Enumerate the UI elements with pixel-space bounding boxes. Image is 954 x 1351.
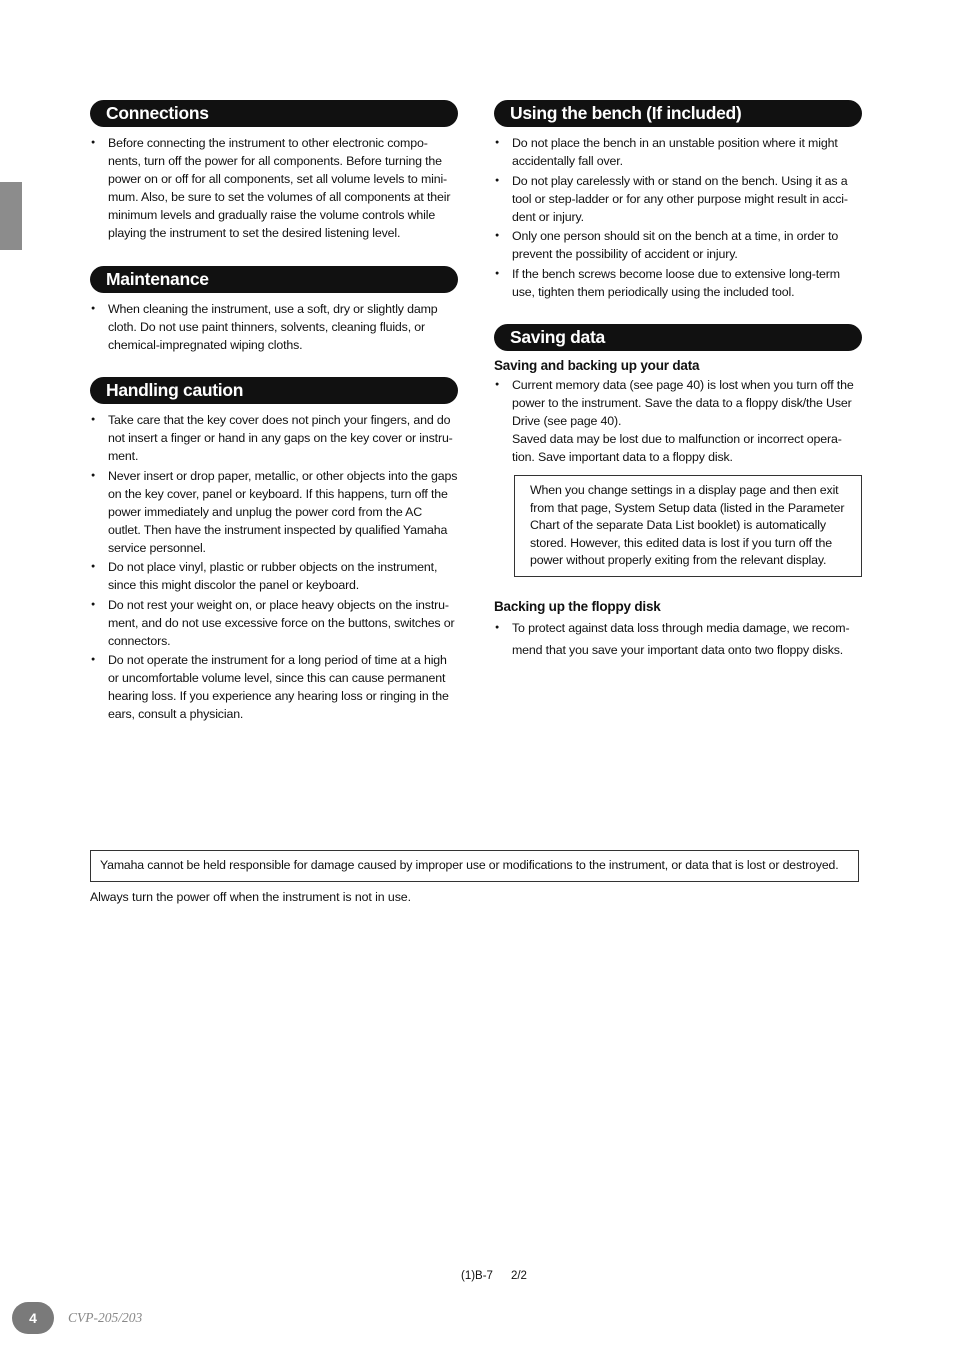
list-item: ● Do not operate the instrument for a long period of time at a high or uncomfortable volume level, since this can cause permanent hearing loss. If you experience any hearing loss or ringing in the ears, consult a physician.: [90, 651, 458, 723]
disclaimer-box: Yamaha cannot be held responsible for damage caused by improper use or modifications to the instrument, or data that is lost or destroyed.: [90, 850, 859, 882]
model-name: CVP-205/203: [68, 1310, 143, 1325]
connections-list: [90, 134, 458, 242]
floppy-subheading: Backing up the floppy disk: [494, 598, 661, 614]
document-code: [461, 1270, 527, 1282]
right-column: [494, 100, 862, 662]
left-column: [90, 100, 458, 725]
bench-list: [494, 134, 862, 301]
list-item: ● To protect against data loss through media damage, we recom-mend that you save your important data onto two floppy disks.: [494, 617, 862, 661]
maintenance-list: [90, 300, 458, 354]
list-item: ● Before connecting the instrument to other electronic compo-nents, turn off the power for all components. Before turning the power on or off for all components, set all volume levels to mini-mum. Also, be sure to set the volumes of all components at their minimum levels and gradually raise the volume controls while playing the instrument to set the desired listening level.: [90, 134, 458, 242]
system-setup-note: When you change settings in a display page and then exit from that page, System Setup data (listed in the Parameter Chart of the separate Data List booklet) is automatically stored. However, this edited data is lost if you turn off the power without properly exiting from the relevant display.: [514, 475, 862, 577]
floppy-list: [494, 617, 862, 661]
list-item: ● Take care that the key cover does not pinch your fingers, and do not insert a finger or hand in any gaps on the key cover or instru-ment.: [90, 411, 458, 465]
list-item: ● Do not play carelessly with or stand on the bench. Using it as a tool or step-ladder or for any other purpose might result in acci-dent or injury.: [494, 172, 862, 226]
handling-caution-heading: Handling caution: [90, 377, 458, 404]
list-item: ● Do not place the bench in an unstable position where it might accidentally fall over.: [494, 134, 862, 170]
handling-caution-list: [90, 411, 458, 723]
list-item: [494, 376, 862, 466]
bench-heading: Using the bench (If included): [494, 100, 862, 127]
saving-item-extra: Saved data may be lost due to malfunction or incorrect opera-tion. Save important data to a floppy disk.: [512, 432, 842, 464]
power-off-note: Always turn the power off when the instrument is not in use.: [90, 890, 411, 904]
code-label: (1)B-7: [461, 1270, 493, 1282]
saving-item-text: ● Current memory data (see page 40) is lost when you turn off the power to the instrument. Save the data to a floppy disk/the User Drive (see page 40).: [512, 378, 854, 428]
list-item: ● If the bench screws become loose due to extensive long-term use, tighten them periodically using the included tool.: [494, 265, 862, 301]
saving-subheading: Saving and backing up your data: [494, 358, 700, 373]
list-item: ● When cleaning the instrument, use a soft, dry or slightly damp cloth. Do not use paint thinners, solvents, cleaning fluids, or chemical-impregnated wiping cloths.: [90, 300, 458, 354]
side-thumb-tab: [0, 182, 22, 250]
page-number: 4: [12, 1302, 54, 1334]
saving-list: [494, 376, 862, 466]
maintenance-heading: Maintenance: [90, 266, 458, 293]
list-item: ● Only one person should sit on the bench at a time, in order to prevent the possibility of accident or injury.: [494, 227, 862, 263]
saving-data-heading: Saving data: [494, 324, 862, 351]
connections-heading: Connections: [90, 100, 458, 127]
list-item: ● Never insert or drop paper, metallic, or other objects into the gaps on the key cover, panel or keyboard. If this happens, turn off the power immediately and unplug the power cord from the AC outlet. Then have the instrument inspected by qualified Yamaha service personnel.: [90, 467, 458, 557]
page-of-label: 2/2: [510, 1270, 527, 1282]
list-item: ● Do not rest your weight on, or place heavy objects on the instru-ment, and do not use excessive force on the buttons, switches or connectors.: [90, 596, 458, 650]
list-item: ● Do not place vinyl, plastic or rubber objects on the instrument, since this might discolor the panel or keyboard.: [90, 558, 458, 594]
